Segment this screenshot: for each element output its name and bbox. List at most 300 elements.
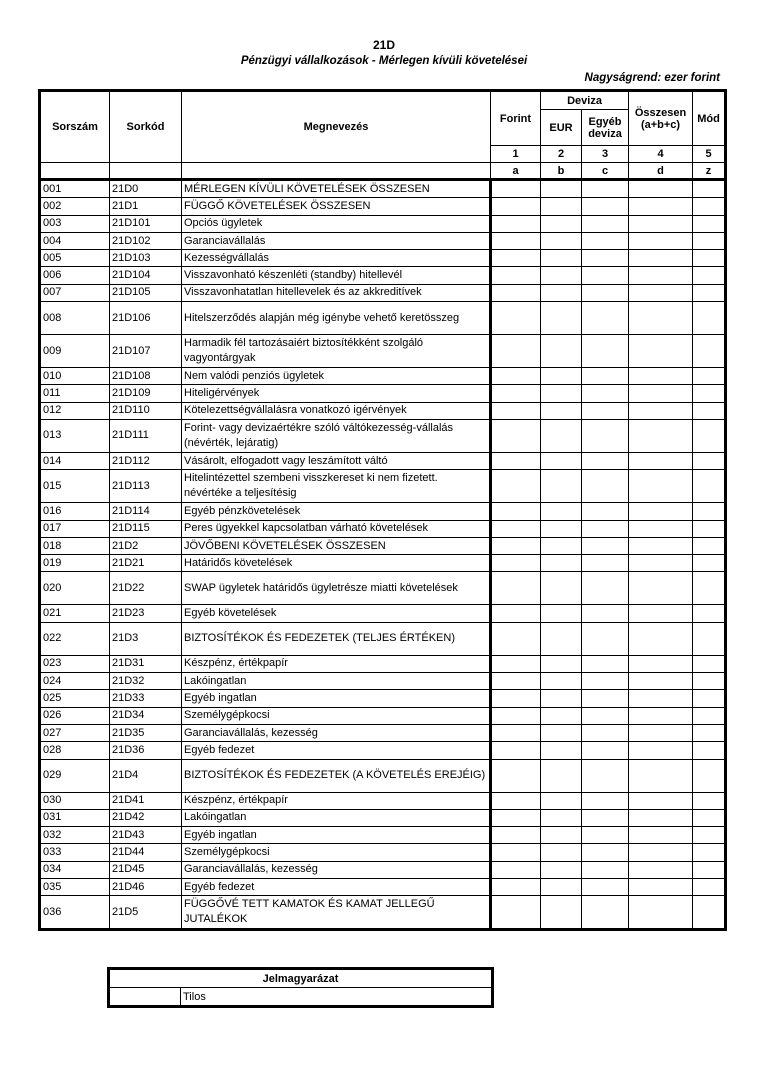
cell-eur[interactable] <box>541 419 582 452</box>
cell-mod[interactable] <box>693 655 726 672</box>
cell-osszesen[interactable] <box>629 655 693 672</box>
table-row <box>40 368 726 385</box>
cell-mod[interactable] <box>693 470 726 503</box>
cell-eur[interactable] <box>541 470 582 503</box>
cell-mod[interactable] <box>693 861 726 878</box>
cell-egyeb-deviza[interactable] <box>582 198 629 215</box>
cell-eur[interactable] <box>541 250 582 267</box>
row-code: 21D34 <box>110 707 182 724</box>
cell-osszesen[interactable] <box>629 520 693 537</box>
row-code: 21D105 <box>110 284 182 301</box>
row-number: 011 <box>40 385 110 402</box>
col-header-sorszam: Sorszám <box>40 91 110 163</box>
cell-forint[interactable] <box>491 724 541 741</box>
cell-eur[interactable] <box>541 622 582 655</box>
row-number: 030 <box>40 792 110 809</box>
cell-egyeb-deviza[interactable] <box>582 452 629 469</box>
cell-osszesen[interactable] <box>629 844 693 861</box>
cell-eur[interactable] <box>541 267 582 284</box>
cell-osszesen[interactable] <box>629 452 693 469</box>
table-body <box>40 180 726 930</box>
cell-eur[interactable] <box>541 844 582 861</box>
row-code: 21D43 <box>110 827 182 844</box>
cell-egyeb-deviza[interactable] <box>582 284 629 301</box>
cell-forint[interactable] <box>491 605 541 622</box>
cell-egyeb-deviza[interactable] <box>582 896 629 930</box>
row-number: 001 <box>40 180 110 198</box>
cell-forint[interactable] <box>491 792 541 809</box>
cell-egyeb-deviza[interactable] <box>582 250 629 267</box>
cell-mod[interactable] <box>693 792 726 809</box>
col-header-deviza: Deviza <box>541 91 629 110</box>
cell-forint[interactable] <box>491 180 541 198</box>
cell-mod[interactable] <box>693 232 726 249</box>
cell-forint[interactable] <box>491 198 541 215</box>
row-name: Peres ügyekkel kapcsolatban várható követelések <box>182 520 491 537</box>
table-row <box>40 605 726 622</box>
cell-forint[interactable] <box>491 707 541 724</box>
row-name: BIZTOSÍTÉKOK ÉS FEDEZETEK (TELJES ÉRTÉKEN) <box>182 622 491 655</box>
cell-egyeb-deviza[interactable] <box>582 180 629 198</box>
cell-osszesen[interactable] <box>629 879 693 896</box>
row-number: 035 <box>40 879 110 896</box>
cell-osszesen[interactable] <box>629 470 693 503</box>
row-number: 004 <box>40 232 110 249</box>
cell-eur[interactable] <box>541 896 582 930</box>
row-name: Garanciavállalás <box>182 232 491 249</box>
row-name: Kezességvállalás <box>182 250 491 267</box>
cell-eur[interactable] <box>541 759 582 792</box>
row-number: 021 <box>40 605 110 622</box>
cell-egyeb-deviza[interactable] <box>582 690 629 707</box>
row-number: 008 <box>40 302 110 335</box>
col-letter-a: a <box>491 163 541 180</box>
cell-mod[interactable] <box>693 267 726 284</box>
col-header-sorkod: Sorkód <box>110 91 182 163</box>
cell-egyeb-deviza[interactable] <box>582 605 629 622</box>
table-row <box>40 335 726 368</box>
cell-eur[interactable] <box>541 198 582 215</box>
row-name: Egyéb fedezet <box>182 742 491 759</box>
cell-osszesen[interactable] <box>629 385 693 402</box>
col-number-5: 5 <box>693 146 726 163</box>
cell-egyeb-deviza[interactable] <box>582 402 629 419</box>
cell-egyeb-deviza[interactable] <box>582 759 629 792</box>
cell-eur[interactable] <box>541 302 582 335</box>
cell-mod[interactable] <box>693 622 726 655</box>
row-code: 21D3 <box>110 622 182 655</box>
cell-forint[interactable] <box>491 537 541 554</box>
cell-eur[interactable] <box>541 861 582 878</box>
cell-egyeb-deviza[interactable] <box>582 419 629 452</box>
row-number: 018 <box>40 537 110 554</box>
table-row <box>40 759 726 792</box>
cell-egyeb-deviza[interactable] <box>582 861 629 878</box>
cell-forint[interactable] <box>491 452 541 469</box>
cell-osszesen[interactable] <box>629 419 693 452</box>
row-name: Opciós ügyletek <box>182 215 491 232</box>
cell-osszesen[interactable] <box>629 335 693 368</box>
cell-forint[interactable] <box>491 267 541 284</box>
row-name: Forint- vagy devizaértékre szóló váltókezesség-vállalás (névérték, lejáratig) <box>182 419 491 452</box>
table-row <box>40 844 726 861</box>
row-name: Nem valódi penziós ügyletek <box>182 368 491 385</box>
cell-egyeb-deviza[interactable] <box>582 827 629 844</box>
row-number: 023 <box>40 655 110 672</box>
cell-mod[interactable] <box>693 520 726 537</box>
table-row <box>40 809 726 826</box>
cell-forint[interactable] <box>491 385 541 402</box>
col-header-egyeb-deviza: Egyéb deviza <box>582 110 629 146</box>
cell-eur[interactable] <box>541 402 582 419</box>
cell-eur[interactable] <box>541 385 582 402</box>
cell-egyeb-deviza[interactable] <box>582 503 629 520</box>
form-code: 21D <box>372 38 395 52</box>
row-code: 21D104 <box>110 267 182 284</box>
row-number: 025 <box>40 690 110 707</box>
cell-osszesen[interactable] <box>629 537 693 554</box>
cell-osszesen[interactable] <box>629 707 693 724</box>
row-code: 21D110 <box>110 402 182 419</box>
table-row <box>40 302 726 335</box>
cell-eur[interactable] <box>541 572 582 605</box>
col-number-4: 4 <box>629 146 693 163</box>
cell-mod[interactable] <box>693 673 726 690</box>
row-name: Hitelszerződés alapján még igénybe vehető keretösszeg <box>182 302 491 335</box>
cell-eur[interactable] <box>541 215 582 232</box>
cell-osszesen[interactable] <box>629 792 693 809</box>
cell-eur[interactable] <box>541 284 582 301</box>
col-letter-z: z <box>693 163 726 180</box>
cell-mod[interactable] <box>693 402 726 419</box>
col-header-osszesen: Összesen (a+b+c) <box>629 91 693 146</box>
row-code: 21D1 <box>110 198 182 215</box>
row-code: 21D23 <box>110 605 182 622</box>
cell-forint[interactable] <box>491 335 541 368</box>
cell-egyeb-deviza[interactable] <box>582 520 629 537</box>
cell-forint[interactable] <box>491 232 541 249</box>
cell-osszesen[interactable] <box>629 572 693 605</box>
cell-eur[interactable] <box>541 335 582 368</box>
cell-forint[interactable] <box>491 302 541 335</box>
row-number: 029 <box>40 759 110 792</box>
table-row <box>40 470 726 503</box>
cell-egyeb-deviza[interactable] <box>582 470 629 503</box>
table-row <box>40 402 726 419</box>
row-number: 034 <box>40 861 110 878</box>
cell-egyeb-deviza[interactable] <box>582 792 629 809</box>
row-code: 21D111 <box>110 419 182 452</box>
row-name: SWAP ügyletek határidős ügyletrésze miatti követelések <box>182 572 491 605</box>
cell-osszesen[interactable] <box>629 861 693 878</box>
cell-mod[interactable] <box>693 198 726 215</box>
row-name: MÉRLEGEN KÍVÜLI KÖVETELÉSEK ÖSSZESEN <box>182 180 491 198</box>
cell-eur[interactable] <box>541 605 582 622</box>
cell-forint[interactable] <box>491 655 541 672</box>
cell-mod[interactable] <box>693 555 726 572</box>
cell-egyeb-deviza[interactable] <box>582 368 629 385</box>
legend-label-tilos: Tilos <box>181 988 493 1007</box>
cell-eur[interactable] <box>541 232 582 249</box>
cell-mod[interactable] <box>693 419 726 452</box>
cell-eur[interactable] <box>541 368 582 385</box>
cell-osszesen[interactable] <box>629 809 693 826</box>
table-row <box>40 724 726 741</box>
row-code: 21D113 <box>110 470 182 503</box>
table-row <box>40 707 726 724</box>
row-name: Hitelintézettel szembeni visszkereset ki nem fizetett. névértéke a teljesítésig <box>182 470 491 503</box>
table-row <box>40 385 726 402</box>
row-number: 017 <box>40 520 110 537</box>
cell-egyeb-deviza[interactable] <box>582 622 629 655</box>
cell-egyeb-deviza[interactable] <box>582 232 629 249</box>
cell-eur[interactable] <box>541 809 582 826</box>
cell-osszesen[interactable] <box>629 232 693 249</box>
row-code: 21D33 <box>110 690 182 707</box>
cell-eur[interactable] <box>541 724 582 741</box>
cell-mod[interactable] <box>693 368 726 385</box>
cell-osszesen[interactable] <box>629 690 693 707</box>
row-name: Garanciavállalás, kezesség <box>182 861 491 878</box>
cell-mod[interactable] <box>693 180 726 198</box>
col-header-megnevezes: Megnevezés <box>182 91 491 163</box>
cell-forint[interactable] <box>491 879 541 896</box>
cell-egyeb-deviza[interactable] <box>582 302 629 335</box>
row-name: Egyéb ingatlan <box>182 690 491 707</box>
row-code: 21D22 <box>110 572 182 605</box>
table-row <box>40 452 726 469</box>
row-name: FÜGGŐ KÖVETELÉSEK ÖSSZESEN <box>182 198 491 215</box>
cell-osszesen[interactable] <box>629 555 693 572</box>
cell-mod[interactable] <box>693 879 726 896</box>
cell-osszesen[interactable] <box>629 267 693 284</box>
cell-mod[interactable] <box>693 759 726 792</box>
cell-forint[interactable] <box>491 809 541 826</box>
table-row <box>40 861 726 878</box>
row-name: Egyéb követelések <box>182 605 491 622</box>
unit-label: Nagyságrend: ezer forint <box>584 72 720 84</box>
row-code: 21D107 <box>110 335 182 368</box>
cell-forint[interactable] <box>491 470 541 503</box>
row-name: Hiteligérvények <box>182 385 491 402</box>
cell-egyeb-deviza[interactable] <box>582 707 629 724</box>
cell-eur[interactable] <box>541 673 582 690</box>
row-code: 21D2 <box>110 537 182 554</box>
row-number: 005 <box>40 250 110 267</box>
cell-osszesen[interactable] <box>629 368 693 385</box>
row-code: 21D106 <box>110 302 182 335</box>
cell-mod[interactable] <box>693 809 726 826</box>
row-code: 21D45 <box>110 861 182 878</box>
cell-eur[interactable] <box>541 707 582 724</box>
cell-egyeb-deviza[interactable] <box>582 572 629 605</box>
row-name: Személygépkocsi <box>182 844 491 861</box>
table-row <box>40 250 726 267</box>
col-number-2: 2 <box>541 146 582 163</box>
cell-eur[interactable] <box>541 180 582 198</box>
cell-egyeb-deviza[interactable] <box>582 385 629 402</box>
col-header-mod: Mód <box>693 91 726 146</box>
cell-mod[interactable] <box>693 537 726 554</box>
row-code: 21D41 <box>110 792 182 809</box>
table-row <box>40 503 726 520</box>
cell-forint[interactable] <box>491 368 541 385</box>
cell-forint[interactable] <box>491 673 541 690</box>
row-code: 21D102 <box>110 232 182 249</box>
cell-egyeb-deviza[interactable] <box>582 537 629 554</box>
cell-mod[interactable] <box>693 896 726 930</box>
cell-forint[interactable] <box>491 690 541 707</box>
row-name: Személygépkocsi <box>182 707 491 724</box>
cell-eur[interactable] <box>541 879 582 896</box>
cell-eur[interactable] <box>541 655 582 672</box>
cell-egyeb-deviza[interactable] <box>582 844 629 861</box>
cell-forint[interactable] <box>491 250 541 267</box>
cell-egyeb-deviza[interactable] <box>582 267 629 284</box>
cell-mod[interactable] <box>693 827 726 844</box>
cell-forint[interactable] <box>491 419 541 452</box>
table-row <box>40 742 726 759</box>
cell-mod[interactable] <box>693 605 726 622</box>
cell-mod[interactable] <box>693 250 726 267</box>
report-table <box>38 89 727 931</box>
cell-mod[interactable] <box>693 690 726 707</box>
cell-mod[interactable] <box>693 452 726 469</box>
cell-osszesen[interactable] <box>629 302 693 335</box>
col-header-eur: EUR <box>541 110 582 146</box>
row-code: 21D114 <box>110 503 182 520</box>
cell-eur[interactable] <box>541 555 582 572</box>
table-row <box>40 215 726 232</box>
cell-forint[interactable] <box>491 520 541 537</box>
cell-egyeb-deviza[interactable] <box>582 724 629 741</box>
cell-forint[interactable] <box>491 622 541 655</box>
cell-eur[interactable] <box>541 742 582 759</box>
cell-eur[interactable] <box>541 690 582 707</box>
row-number: 036 <box>40 896 110 930</box>
cell-mod[interactable] <box>693 284 726 301</box>
cell-osszesen[interactable] <box>629 742 693 759</box>
cell-osszesen[interactable] <box>629 198 693 215</box>
cell-osszesen[interactable] <box>629 896 693 930</box>
cell-forint[interactable] <box>491 742 541 759</box>
row-code: 21D103 <box>110 250 182 267</box>
cell-forint[interactable] <box>491 572 541 605</box>
table-row <box>40 622 726 655</box>
row-number: 022 <box>40 622 110 655</box>
cell-eur[interactable] <box>541 537 582 554</box>
row-name: Lakóingatlan <box>182 673 491 690</box>
row-name: Visszavonhatatlan hitellevelek és az akkreditívek <box>182 284 491 301</box>
cell-mod[interactable] <box>693 724 726 741</box>
row-name: Visszavonható készenléti (standby) hitellevél <box>182 267 491 284</box>
cell-eur[interactable] <box>541 452 582 469</box>
cell-osszesen[interactable] <box>629 180 693 198</box>
cell-osszesen[interactable] <box>629 250 693 267</box>
row-code: 21D21 <box>110 555 182 572</box>
row-number: 024 <box>40 673 110 690</box>
cell-egyeb-deviza[interactable] <box>582 742 629 759</box>
cell-osszesen[interactable] <box>629 759 693 792</box>
table-row <box>40 572 726 605</box>
row-name: Garanciavállalás, kezesség <box>182 724 491 741</box>
legend-swatch-tilos <box>109 988 181 1007</box>
cell-mod[interactable] <box>693 572 726 605</box>
row-number: 013 <box>40 419 110 452</box>
cell-forint[interactable] <box>491 402 541 419</box>
row-code: 21D0 <box>110 180 182 198</box>
cell-forint[interactable] <box>491 215 541 232</box>
cell-eur[interactable] <box>541 827 582 844</box>
row-code: 21D35 <box>110 724 182 741</box>
cell-forint[interactable] <box>491 861 541 878</box>
cell-forint[interactable] <box>491 284 541 301</box>
cell-osszesen[interactable] <box>629 215 693 232</box>
cell-egyeb-deviza[interactable] <box>582 879 629 896</box>
row-number: 033 <box>40 844 110 861</box>
cell-forint[interactable] <box>491 896 541 930</box>
cell-forint[interactable] <box>491 503 541 520</box>
cell-mod[interactable] <box>693 742 726 759</box>
row-number: 012 <box>40 402 110 419</box>
row-number: 031 <box>40 809 110 826</box>
row-name: Egyéb pénzkövetelések <box>182 503 491 520</box>
cell-egyeb-deviza[interactable] <box>582 673 629 690</box>
row-number: 002 <box>40 198 110 215</box>
cell-mod[interactable] <box>693 844 726 861</box>
cell-forint[interactable] <box>491 759 541 792</box>
cell-forint[interactable] <box>491 844 541 861</box>
cell-mod[interactable] <box>693 302 726 335</box>
row-name: FÜGGŐVÉ TETT KAMATOK ÉS KAMAT JELLEGŰ JUTALÉKOK <box>182 896 491 930</box>
cell-eur[interactable] <box>541 503 582 520</box>
row-code: 21D112 <box>110 452 182 469</box>
table-row <box>40 655 726 672</box>
cell-osszesen[interactable] <box>629 605 693 622</box>
cell-osszesen[interactable] <box>629 673 693 690</box>
cell-osszesen[interactable] <box>629 503 693 520</box>
row-name: Harmadik fél tartozásaiért biztosítékként szolgáló vagyontárgyak <box>182 335 491 368</box>
cell-egyeb-deviza[interactable] <box>582 655 629 672</box>
cell-forint[interactable] <box>491 555 541 572</box>
row-code: 21D5 <box>110 896 182 930</box>
cell-mod[interactable] <box>693 385 726 402</box>
table-row <box>40 673 726 690</box>
cell-egyeb-deviza[interactable] <box>582 809 629 826</box>
row-name: Lakóingatlan <box>182 809 491 826</box>
cell-osszesen[interactable] <box>629 724 693 741</box>
row-name: Kötelezettségvállalásra vonatkozó igérvények <box>182 402 491 419</box>
cell-mod[interactable] <box>693 335 726 368</box>
cell-forint[interactable] <box>491 827 541 844</box>
cell-osszesen[interactable] <box>629 827 693 844</box>
cell-eur[interactable] <box>541 520 582 537</box>
cell-mod[interactable] <box>693 503 726 520</box>
cell-mod[interactable] <box>693 215 726 232</box>
col-letter-b: b <box>541 163 582 180</box>
cell-mod[interactable] <box>693 707 726 724</box>
col-number-1: 1 <box>491 146 541 163</box>
cell-osszesen[interactable] <box>629 284 693 301</box>
table-row <box>40 537 726 554</box>
cell-osszesen[interactable] <box>629 622 693 655</box>
cell-eur[interactable] <box>541 792 582 809</box>
cell-osszesen[interactable] <box>629 402 693 419</box>
cell-egyeb-deviza[interactable] <box>582 555 629 572</box>
cell-egyeb-deviza[interactable] <box>582 335 629 368</box>
table-row <box>40 879 726 896</box>
cell-egyeb-deviza[interactable] <box>582 215 629 232</box>
